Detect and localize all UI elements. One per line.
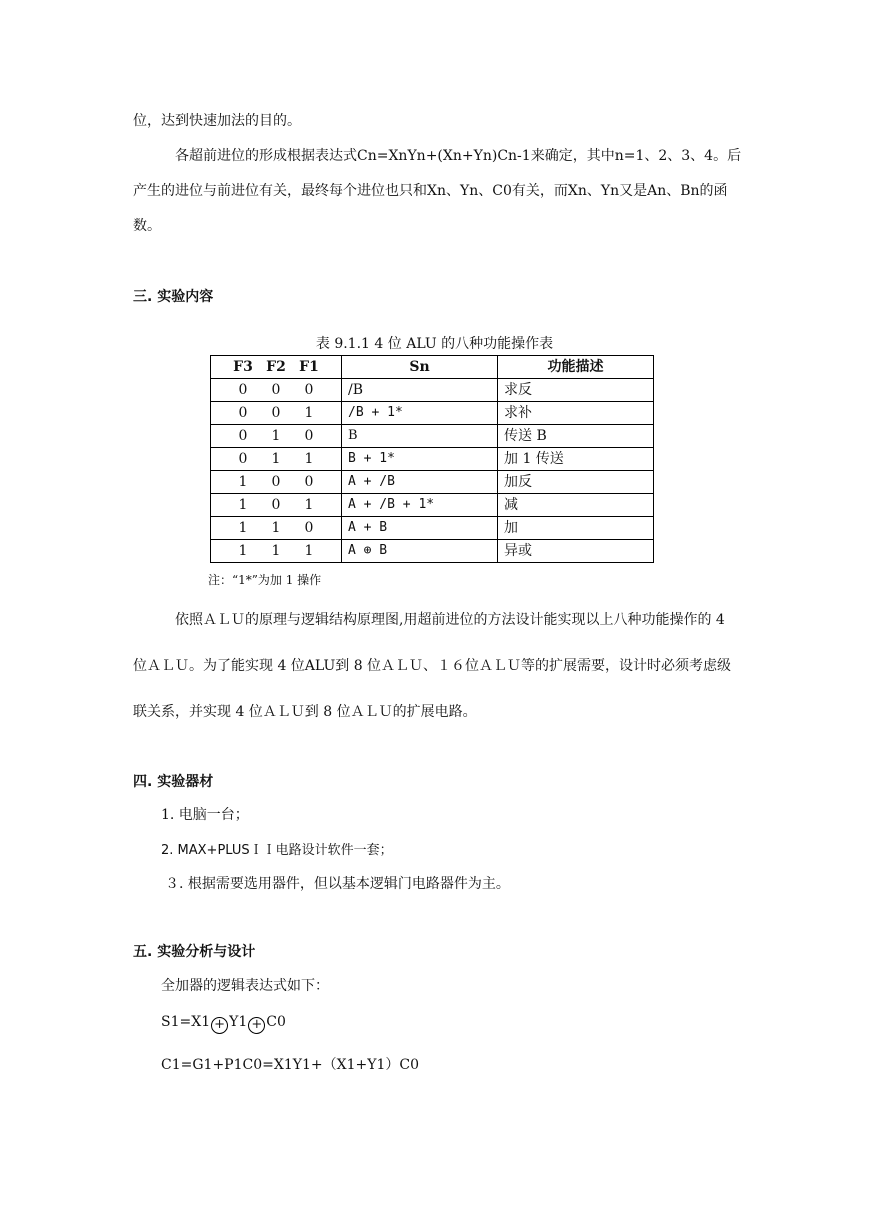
desc-cell: 减 — [498, 494, 654, 517]
equipment-item-3: ３. 根据需要选用器件，但以基本逻辑门电路器件为主。 — [165, 876, 510, 892]
section-3-heading: 三. 实验内容 — [133, 289, 214, 305]
bit-f2: 0 — [271, 382, 281, 398]
desc-cell: 加反 — [498, 471, 654, 494]
bit-f1: 1 — [304, 497, 314, 513]
equipment-item-2: 2. MAX+PLUSＩＩ电路设计软件一套； — [161, 843, 393, 858]
bit-f1: 0 — [304, 382, 314, 398]
sn-cell: B — [342, 425, 498, 448]
table-row — [211, 494, 654, 517]
f-bits-cell — [211, 540, 342, 563]
bit-f3: 0 — [238, 382, 248, 398]
intro-line: 位，达到快速加法的目的。 — [133, 113, 301, 129]
f-bits-cell — [211, 448, 342, 471]
bit-f1: 1 — [304, 405, 314, 421]
bit-f1: 0 — [304, 520, 314, 536]
sn-cell: B + 1* — [342, 448, 498, 471]
sn-cell: A + /B + 1* — [342, 494, 498, 517]
header-sn: Sn — [342, 356, 498, 379]
table-row — [211, 379, 654, 402]
desc-cell: 求反 — [498, 379, 654, 402]
formula-c1: C1=G1+P1C0=X1Y1+（X1+Y1）C0 — [161, 1057, 419, 1073]
table-row — [211, 517, 654, 540]
header-f2: F2 — [266, 359, 286, 375]
formula-s1-lhs: S1=X1 — [161, 1014, 211, 1030]
table-row — [211, 425, 654, 448]
bit-f3: 1 — [238, 474, 248, 490]
table-row — [211, 448, 654, 471]
f-bits-cell — [211, 471, 342, 494]
table-caption: 表 9.1.1 4 位 ALU 的八种功能操作表 — [315, 336, 554, 352]
f-bits-cell — [211, 379, 342, 402]
bit-f2: 1 — [271, 520, 281, 536]
table-row — [211, 540, 654, 563]
desc-cell: 异或 — [498, 540, 654, 563]
bit-f3: 1 — [238, 520, 248, 536]
desc-cell: 加 — [498, 517, 654, 540]
intro-paragraph: 各超前进位的形成根据表达式Cn=XnYn+(Xn+Yn)Cn-1来确定，其中n=1、2、3、4。后产生的进位与前进位有关，最终每个进位也只和Xn、Yn、C0有关，而Xn、Yn又是An、Bn的函数。 — [133, 148, 742, 234]
table-note: 注：“1*”为加 1 操作 — [208, 573, 322, 587]
bit-f2: 1 — [271, 543, 281, 559]
table-row — [211, 402, 654, 425]
desc-cell: 传送 B — [498, 425, 654, 448]
sn-cell: A + /B — [342, 471, 498, 494]
header-f1: F1 — [299, 359, 319, 375]
sn-cell: A ⊕ B — [342, 540, 498, 563]
bit-f2: 0 — [271, 474, 281, 490]
desc-cell: 加 1 传送 — [498, 448, 654, 471]
desc-cell: 求补 — [498, 402, 654, 425]
sn-cell: A + B — [342, 517, 498, 540]
table-row — [211, 471, 654, 494]
section-3-body: 依照ＡＬＵ的原理与逻辑结构原理图,用超前进位的方法设计能实现以上八种功能操作的 4 位ＡＬＵ。为了能实现 4 位ALU到 8 位ＡＬＵ、１６位ＡＬＵ等的扩展需要，设计时必须考虑级联关系，并实现 4 位ＡＬＵ到 8 位ＡＬＵ的扩展电路。 — [133, 612, 732, 720]
header-desc: 功能描述 — [498, 356, 654, 379]
bit-f1: 0 — [304, 474, 314, 490]
table-header-row — [211, 356, 654, 379]
f-bits-cell — [211, 425, 342, 448]
section-4-heading: 四. 实验器材 — [133, 774, 214, 790]
formula-s1 — [161, 1014, 286, 1034]
xor-circle-icon: + — [211, 1017, 228, 1034]
sn-cell: /B — [342, 379, 498, 402]
bit-f3: 0 — [238, 451, 248, 467]
sn-cell: /B + 1* — [342, 402, 498, 425]
f-bits-cell — [211, 494, 342, 517]
bit-f2: 1 — [271, 451, 281, 467]
bit-f2: 0 — [271, 405, 281, 421]
bit-f3: 1 — [238, 497, 248, 513]
bit-f1: 1 — [304, 451, 314, 467]
bit-f3: 0 — [238, 405, 248, 421]
bit-f1: 1 — [304, 543, 314, 559]
f-bits-cell — [211, 402, 342, 425]
equipment-item-1: 1. 电脑一台； — [161, 807, 249, 823]
section-5-intro: 全加器的逻辑表达式如下： — [161, 978, 329, 994]
header-f-cols — [211, 356, 342, 379]
header-f3: F3 — [233, 359, 253, 375]
section-5-heading: 五. 实验分析与设计 — [133, 944, 256, 960]
xor-circle-icon: + — [248, 1017, 265, 1034]
bit-f1: 0 — [304, 428, 314, 444]
bit-f3: 0 — [238, 428, 248, 444]
formula-s1-y: Y1 — [229, 1014, 248, 1030]
bit-f2: 0 — [271, 497, 281, 513]
f-bits-cell — [211, 517, 342, 540]
bit-f3: 1 — [238, 543, 248, 559]
bit-f2: 1 — [271, 428, 281, 444]
alu-function-table — [210, 355, 654, 563]
formula-s1-c: C0 — [266, 1014, 286, 1030]
